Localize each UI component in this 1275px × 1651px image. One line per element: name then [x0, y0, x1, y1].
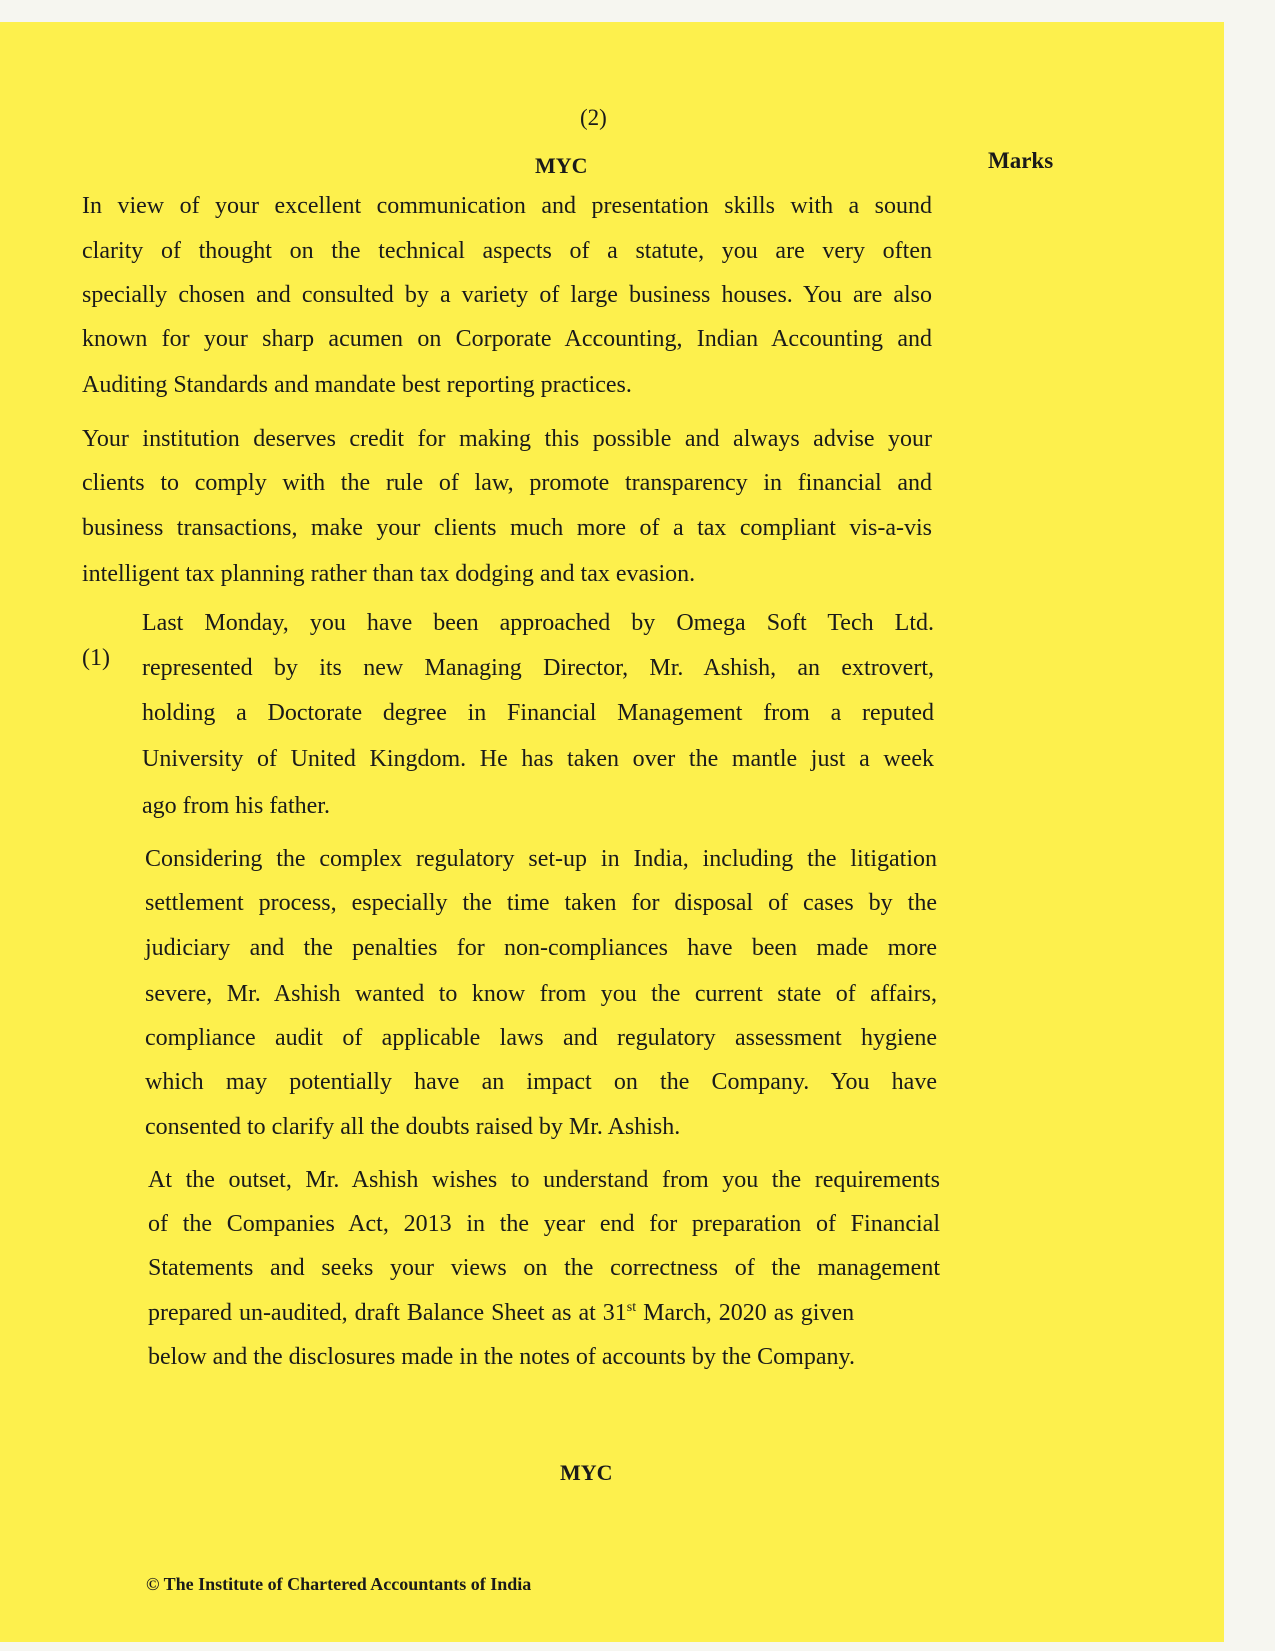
- question-line: Statements and seeks your views on the correctness of the management: [148, 1255, 940, 1281]
- question-line: At the outset, Mr. Ashish wishes to understand from you the requirements: [148, 1167, 940, 1193]
- question-line: consented to clarify all the doubts raised by Mr. Ashish.: [145, 1114, 681, 1140]
- marks-label: Marks: [988, 148, 1054, 173]
- question-line: compliance audit of applicable laws and regulatory assessment hygiene: [145, 1025, 937, 1051]
- institution-line: Your institution deserves credit for making this possible and always advise your: [82, 426, 932, 452]
- question-line: judiciary and the penalties for non-compliances have been made more: [145, 935, 937, 961]
- page-sheet: [0, 22, 1224, 1642]
- question-line: severe, Mr. Ashish wanted to know from you the current state of affairs,: [145, 981, 937, 1007]
- question-line: University of United Kingdom. He has taken over the mantle just a week: [142, 746, 934, 772]
- question-line: ago from his father.: [142, 793, 330, 819]
- institution-line: clients to comply with the rule of law, promote transparency in financial and: [82, 470, 932, 496]
- question-line: Last Monday, you have been approached by Omega Soft Tech Ltd.: [142, 610, 934, 636]
- institution-line: business transactions, make your clients much more of a tax compliant vis-a-vis: [82, 515, 932, 541]
- question-line: represented by its new Managing Director, Mr. Ashish, an extrovert,: [142, 655, 934, 681]
- paper-code-footer: MYC: [560, 1460, 613, 1485]
- question-line: below and the disclosures made in the notes of accounts by the Company.: [148, 1344, 855, 1370]
- date-line-start: prepared un-audited, draft Balance Sheet as at 31: [148, 1300, 627, 1326]
- intro-line: Auditing Standards and mandate best reporting practices.: [82, 372, 632, 398]
- question-line: holding a Doctorate degree in Financial Management from a reputed: [142, 700, 934, 726]
- intro-line: specially chosen and consulted by a variety of large business houses. You are also: [82, 282, 932, 308]
- date-ordinal-suffix: st: [626, 1300, 637, 1315]
- paper-code-header: MYC: [535, 153, 588, 178]
- intro-line: clarity of thought on the technical aspects of a statute, you are very often: [82, 238, 932, 264]
- page-number: (2): [580, 105, 607, 130]
- question-line: Considering the complex regulatory set-up in India, including the litigation: [145, 846, 937, 872]
- question-line-date: [148, 1299, 940, 1327]
- intro-line: known for your sharp acumen on Corporate Accounting, Indian Accounting and: [82, 326, 932, 352]
- date-line-end: March, 2020 as given: [636, 1300, 855, 1326]
- institution-line: intelligent tax planning rather than tax dodging and tax evasion.: [82, 561, 696, 587]
- question-line: which may potentially have an impact on the Company. You have: [145, 1069, 937, 1095]
- copyright-notice: © The Institute of Chartered Accountants of India: [146, 1574, 532, 1594]
- question-line: settlement process, especially the time taken for disposal of cases by the: [145, 890, 937, 916]
- intro-line: In view of your excellent communication and presentation skills with a sound: [82, 193, 932, 219]
- question-line: of the Companies Act, 2013 in the year end for preparation of Financial: [148, 1211, 940, 1237]
- question-number: (1): [82, 645, 110, 671]
